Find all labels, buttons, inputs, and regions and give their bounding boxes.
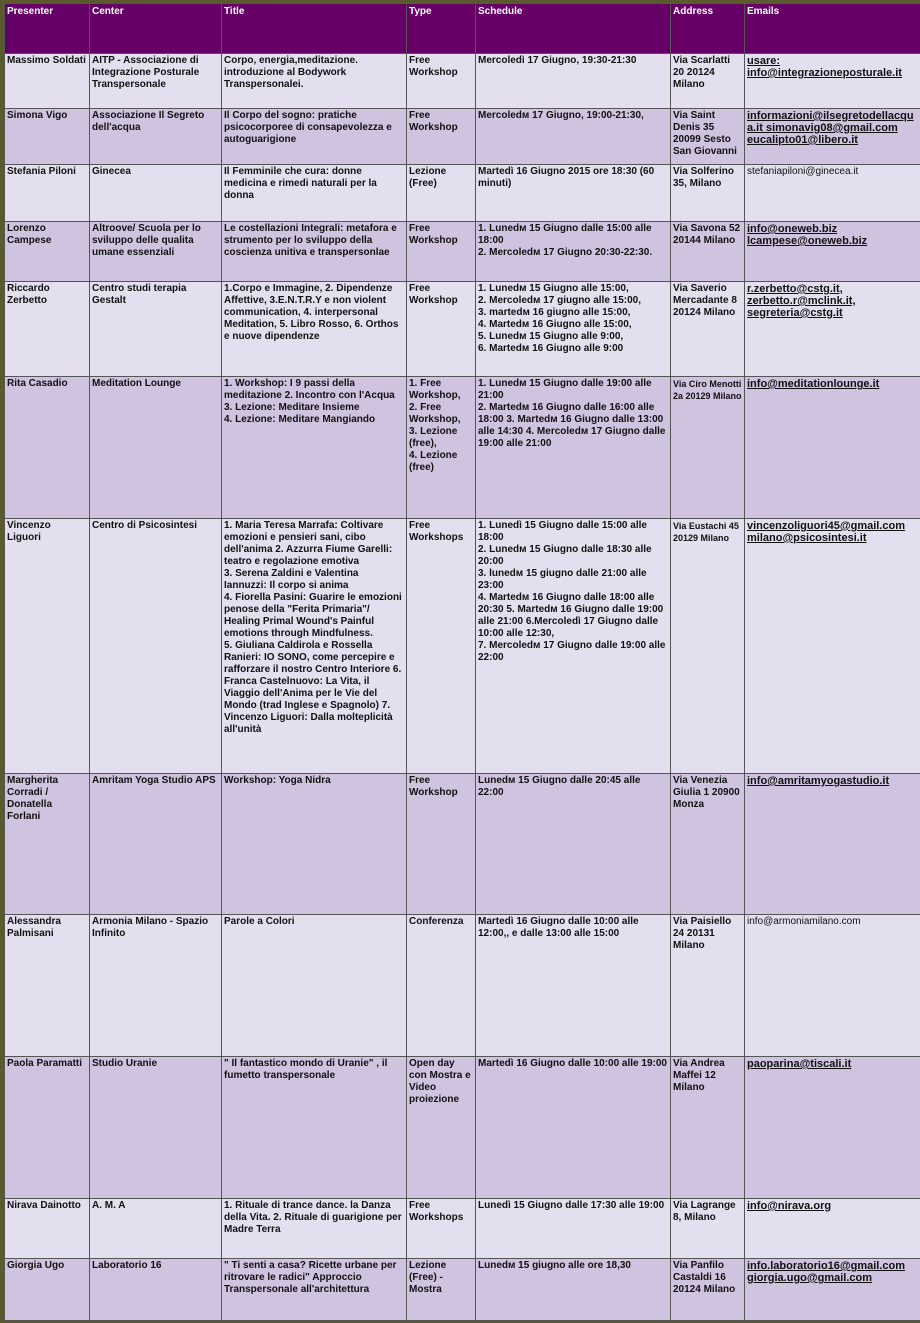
table-row [5,54,920,109]
type-cell: Free Workshop [407,282,476,377]
center-cell: Altroove/ Scuola per lo sviluppo delle qualita umane essenziali [90,222,222,282]
presenter-cell: Giorgia Ugo [5,1259,90,1321]
title-cell: " Il fantastico mondo di Uranie" , il fumetto transpersonale [222,1057,407,1199]
type-cell: Lezione (Free) - Mostra [407,1259,476,1321]
schedule-cell: Martedì 16 Giugno dalle 10:00 alle 12:00,, e dalle 13:00 alle 15:00 [476,915,671,1057]
type-cell: Free Workshop [407,109,476,165]
email-link[interactable]: usare: info@integrazioneposturale.it [747,55,902,79]
emails-cell [745,165,920,222]
center-cell: Centro studi terapia Gestalt [90,282,222,377]
emails-cell [745,222,920,282]
center-cell: Centro di Psicosintesi [90,519,222,774]
schedule-table [4,3,920,1321]
title-cell: " Ti senti a casa? Ricette urbane per ritrovare le radici" Approccio Transpersonale all'architettura [222,1259,407,1321]
email-link[interactable]: info@amritamyogastudio.it [747,775,890,787]
presenter-cell: Lorenzo Campese [5,222,90,282]
presenter-cell: Stefania Piloni [5,165,90,222]
email-link[interactable]: lcampese@oneweb.biz [747,235,868,247]
schedule-frame [4,3,920,1321]
emails-cell [745,915,920,1057]
table-row [5,222,920,282]
header-emails: Emails [745,4,920,54]
address-cell: Via Eustachi 45 20129 Milano [671,519,745,774]
type-cell: Free Workshops [407,519,476,774]
address-cell: Via Paisiello 24 20131 Milano [671,915,745,1057]
table-row [5,1259,920,1321]
address-cell: Via Scarlatti 20 20124 Milano [671,54,745,109]
type-cell: Free Workshop [407,222,476,282]
presenter-cell: Margherita Corradi / Donatella Forlani [5,774,90,915]
emails-cell [745,377,920,519]
title-cell: 1. Workshop: I 9 passi della meditazione 2. Incontro con l'Acqua 3. Lezione: Meditare Insieme 4. Lezione: Meditare Mangiando [222,377,407,519]
title-cell: 1.Corpo e Immagine, 2. Dipendenze Affettive, 3.E.N.T.R.Y e non violent communication, 4. interpersonal Meditation, 5. Libro Rosso, 6. Orthos e nuove dipendenze [222,282,407,377]
email-text: info@armoniamilano.com [747,916,861,927]
center-cell: Associazione Il Segreto dell'acqua [90,109,222,165]
address-cell: Via Solferino 35, Milano [671,165,745,222]
schedule-cell: Martedì 16 Giugno 2015 ore 18:30 (60 minuti) [476,165,671,222]
header-type: Type [407,4,476,54]
address-cell: Via Saverio Mercadante 8 20124 Milano [671,282,745,377]
schedule-cell: 1. Lunedм 15 Giugno alle 15:00, 2. Mercoledм 17 giugno alle 15:00, 3. martedм 16 giugno alle 15:00, 4. Martedм 16 Giugno alle 15:00, 5. Lunedм 15 Giugno alle 9:00, 6. Martedм 16 Giugno alle 9:00 [476,282,671,377]
title-cell: Le costellazioni Integrali: metafora e strumento per lo sviluppo della coscienza unitiva e transpersonlae [222,222,407,282]
email-link[interactable]: info.laboratorio16@gmail.com [747,1260,906,1272]
email-link[interactable]: vincenzoliguori45@gmail.com [747,520,906,532]
header-presenter: Presenter [5,4,90,54]
table-row [5,1199,920,1259]
table-row [5,774,920,915]
table-row [5,377,920,519]
table-row [5,165,920,222]
type-cell: 1. Free Workshop, 2. Free Workshop, 3. Lezione (free), 4. Lezione (free) [407,377,476,519]
title-cell: Parole a Colori [222,915,407,1057]
title-cell: Corpo, energia,meditazione. introduzione al Bodywork Transpersonalei. [222,54,407,109]
schedule-cell: Mercoledм 17 Giugno, 19:00-21:30, [476,109,671,165]
email-link[interactable]: informazioni@ilsegretodellacqua.it simonavig08@gmail.com eucalipto01@libero.it [747,110,914,146]
presenter-cell: Simona Vigo [5,109,90,165]
presenter-cell: Riccardo Zerbetto [5,282,90,377]
email-link[interactable]: info@meditationlounge.it [747,378,880,390]
address-cell: Via Panfilo Castaldi 16 20124 Milano [671,1259,745,1321]
address-cell: Via Savona 52 20144 Milano [671,222,745,282]
presenter-cell: Vincenzo Liguori [5,519,90,774]
emails-cell [745,109,920,165]
emails-cell [745,282,920,377]
email-link[interactable]: giorgia.ugo@gmail.com [747,1272,873,1284]
type-cell: Conferenza [407,915,476,1057]
email-link[interactable]: info@nirava.org [747,1200,832,1212]
presenter-cell: Massimo Soldati [5,54,90,109]
emails-cell [745,1199,920,1259]
schedule-cell: 1. Lunedì 15 Giugno dalle 15:00 alle 18:00 2. Lunedм 15 Giugno dalle 18:30 alle 20:00 3. lunedм 15 giugno dalle 21:00 alle 23:00 4. Martedм 16 Giugno dalle 18:00 alle 20:30 5. Martedм 16 Giugno dalle 19:00 alle 21:00 6.Mercoledì 17 Giugno dalle 10:00 alle 12:30, 7. Mercoledм 17 Giugno dalle 19:00 alle 22:00 [476,519,671,774]
email-link[interactable]: zerbetto.r@mclink.it, [747,295,856,307]
title-cell: 1. Maria Teresa Marrafa: Coltivare emozioni e pensieri sani, cibo dell'anima 2. Azzurra Fiume Garelli: teatro e regolazione emotiva 3. Serena Zaldini e Valentina Iannuzzi: Il corpo si anima 4. Fiorella Pasini: Guarire le emozioni penose della "Ferita Primaria"/ Healing Primal Wound's Painful emotions through Mindfulness. 5. Giuliana Caldirola e Rossella Ranieri: IO SONO, come percepire e rafforzare il nostro Centro Interiore 6. Franca Castelnuovo: La Vita, il Viaggio dell'Anima per le Vie del Mondo (trad Inglese e Spagnolo) 7. Vincenzo Liguori: Dalla molteplicità all'unità [222,519,407,774]
center-cell: Ginecea [90,165,222,222]
header-address: Address [671,4,745,54]
header-title: Title [222,4,407,54]
type-cell: Lezione (Free) [407,165,476,222]
center-cell: AITP - Associazione di Integrazione Posturale Transpersonale [90,54,222,109]
table-row [5,282,920,377]
presenter-cell: Alessandra Palmisani [5,915,90,1057]
email-link[interactable]: milano@psicosintesi.it [747,532,867,544]
emails-cell [745,54,920,109]
presenter-cell: Paola Paramatti [5,1057,90,1199]
table-row [5,109,920,165]
address-cell: Via Lagrange 8, Milano [671,1199,745,1259]
schedule-cell: 1. Lunedм 15 Giugno dalle 19:00 alle 21:00 2. Martedм 16 Giugno dalle 16:00 alle 18:00 3. Martedм 16 Giugno dalle 13:00 alle 14:30 4. Mercoledм 17 Giugno dalle 19:00 alle 21:00 [476,377,671,519]
type-cell: Open day con Mostra e Video proiezione [407,1057,476,1199]
emails-cell [745,774,920,915]
table-row [5,519,920,774]
title-cell: Workshop: Yoga Nidra [222,774,407,915]
title-cell: Il Corpo del sogno: pratiche psicocorporee di consapevolezza e autoguarigione [222,109,407,165]
schedule-cell: Lunedм 15 Giugno dalle 20:45 alle 22:00 [476,774,671,915]
address-cell: Via Ciro Menotti 2a 20129 Milano [671,377,745,519]
email-link[interactable]: info@oneweb.biz [747,223,838,235]
title-cell: Il Femminile che cura: donne medicina e rimedi naturali per la donna [222,165,407,222]
table-body [5,54,920,1321]
schedule-cell: Lunedì 15 Giugno dalle 17:30 alle 19:00 [476,1199,671,1259]
type-cell: Free Workshop [407,54,476,109]
schedule-cell: Mercoledì 17 Giugno, 19:30-21:30 [476,54,671,109]
center-cell: Studio Uranie [90,1057,222,1199]
email-text: stefaniapiloni@ginecea.it [747,166,859,177]
header-center: Center [90,4,222,54]
emails-cell [745,519,920,774]
type-cell: Free Workshops [407,1199,476,1259]
email-link[interactable]: segreteria@cstg.it [747,307,843,319]
center-cell: Armonia Milano - Spazio Infinito [90,915,222,1057]
schedule-cell: Lunedм 15 giugno alle ore 18,30 [476,1259,671,1321]
schedule-cell: 1. Lunedм 15 Giugno dalle 15:00 alle 18:00 2. Mercoledм 17 Giugno 20:30-22:30. [476,222,671,282]
email-link[interactable]: paoparina@tiscali.it [747,1058,852,1070]
center-cell: A. M. A [90,1199,222,1259]
presenter-cell: Rita Casadio [5,377,90,519]
header-row [5,4,920,54]
title-cell: 1. Rituale di trance dance. la Danza della Vita. 2. Rituale di guarigione per Madre Terra [222,1199,407,1259]
address-cell: Via Saint Denis 35 20099 Sesto San Giovanni [671,109,745,165]
emails-cell [745,1259,920,1321]
schedule-cell: Martedì 16 Giugno dalle 10:00 alle 19:00 [476,1057,671,1199]
emails-cell [745,1057,920,1199]
presenter-cell: Nirava Dainotto [5,1199,90,1259]
center-cell: Laboratorio 16 [90,1259,222,1321]
address-cell: Via Andrea Maffei 12 Milano [671,1057,745,1199]
type-cell: Free Workshop [407,774,476,915]
center-cell: Meditation Lounge [90,377,222,519]
email-link[interactable]: r.zerbetto@cstg.it, [747,283,843,295]
table-row [5,1057,920,1199]
table-row [5,915,920,1057]
header-schedule: Schedule [476,4,671,54]
center-cell: Amritam Yoga Studio APS [90,774,222,915]
address-cell: Via Venezia Giulia 1 20900 Monza [671,774,745,915]
